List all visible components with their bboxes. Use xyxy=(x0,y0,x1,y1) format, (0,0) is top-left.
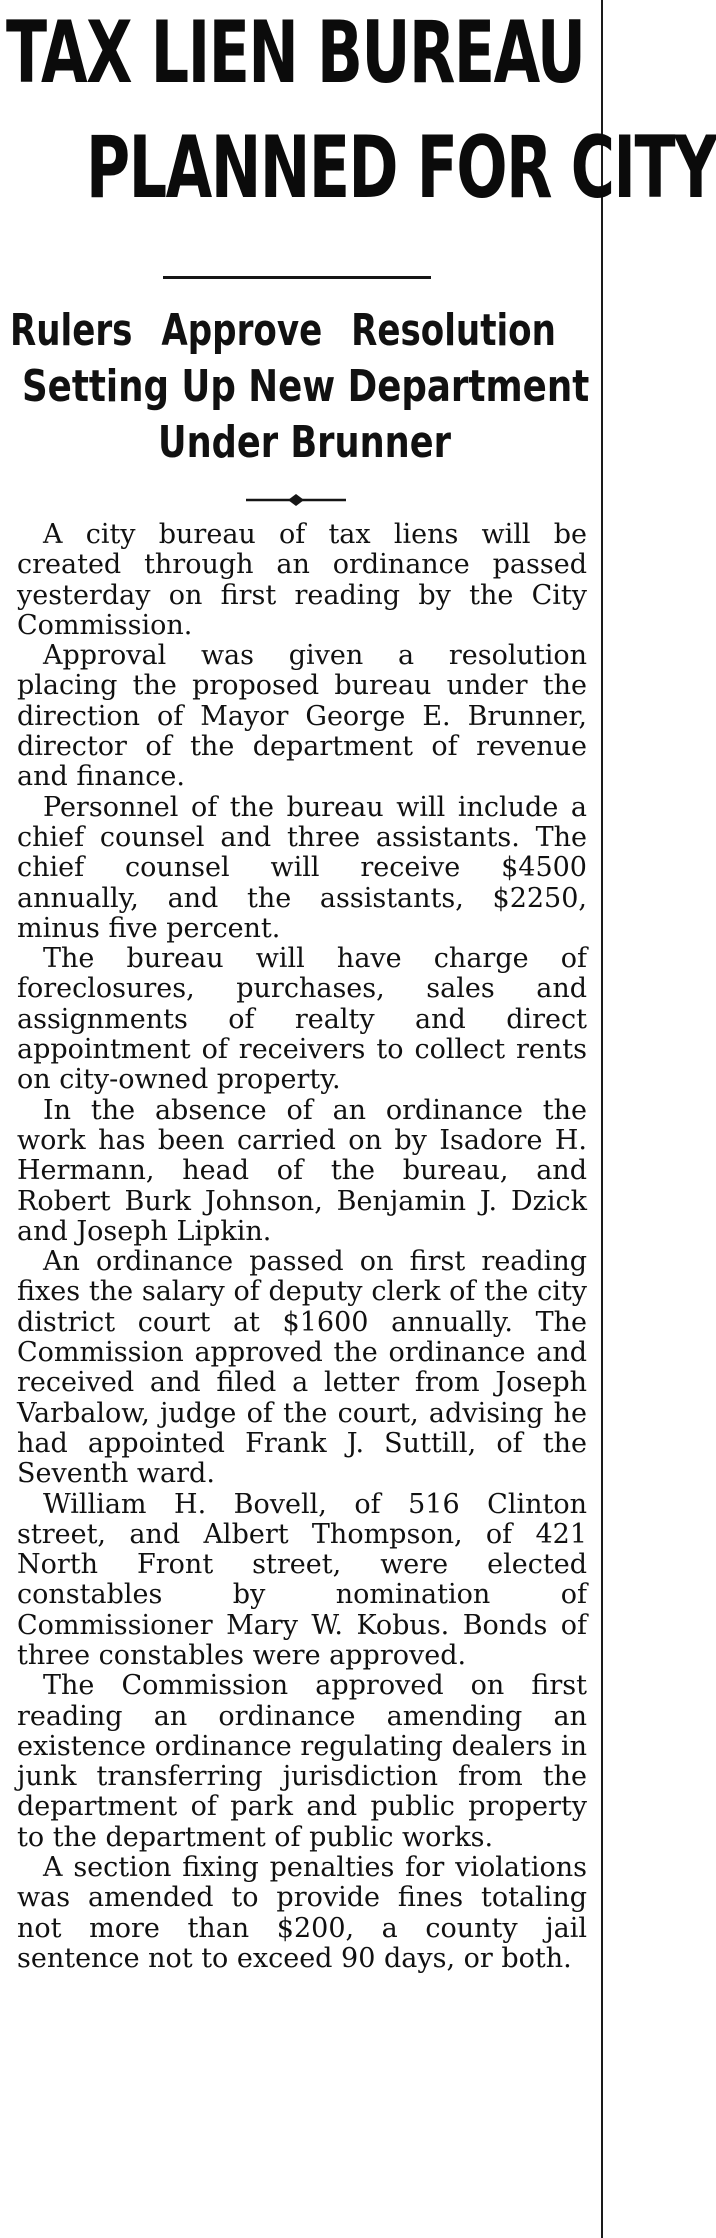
paragraph: The Commission approved on first reading an ordinance amending an existence ordinance regulating dealers in junk transferring jurisdiction from the department of park and public property to the department of public works. xyxy=(17,1670,587,1853)
headline-rule xyxy=(163,276,431,279)
deck-line-3: Under Brunner xyxy=(158,417,451,468)
paragraph: In the absence of an ordinance the work has been carried on by Isadore H. Hermann, head of the bureau, and Robert Burk Johnson, Benjamin J. Dzick and Joseph Lipkin. xyxy=(17,1094,587,1247)
diamond-rule-icon xyxy=(246,493,346,507)
deck-line-1: Rulers Approve Resolution xyxy=(10,305,556,356)
headline-line-2: PLANNED FOR CITY xyxy=(86,118,716,218)
paragraph: The bureau will have charge of foreclosures, purchases, sales and assignments of realty and direct appointment of receivers to collect rents on city-owned property. xyxy=(17,943,587,1096)
headline-line-1: TAX LIEN BUREAU xyxy=(6,3,585,103)
paragraph: A section fixing penalties for violations was amended to provide fines totaling not more than $200, a county jail sentence not to exceed 90 days, or both. xyxy=(17,1852,587,1974)
paragraph: A city bureau of tax liens will be created through an ordinance passed yesterday on first reading by the City Commission. xyxy=(17,519,587,641)
paragraph: An ordinance passed on first reading fixes the salary of deputy clerk of the city district court at $1600 annually. The Commission approved the ordinance and received and filed a letter from Joseph Varbalow, judge of the court, advising he had appointed Frank J. Suttill, of the Seventh ward. xyxy=(17,1246,587,1490)
paragraph: Approval was given a resolution placing the proposed bureau under the direction of Mayor George E. Brunner, director of the department of revenue and finance. xyxy=(17,640,587,793)
article-body xyxy=(17,520,587,1974)
paragraph: William H. Bovell, of 516 Clinton street, and Albert Thompson, of 421 North Front street, were elected constables by nomination of Commissioner Mary W. Kobus. Bonds of three constables were approved. xyxy=(17,1488,587,1671)
deck-line-2: Setting Up New Department xyxy=(22,361,590,412)
paragraph: Personnel of the bureau will include a chief counsel and three assistants. The chief counsel will receive $4500 annually, and the assistants, $2250, minus five percent. xyxy=(17,791,587,944)
